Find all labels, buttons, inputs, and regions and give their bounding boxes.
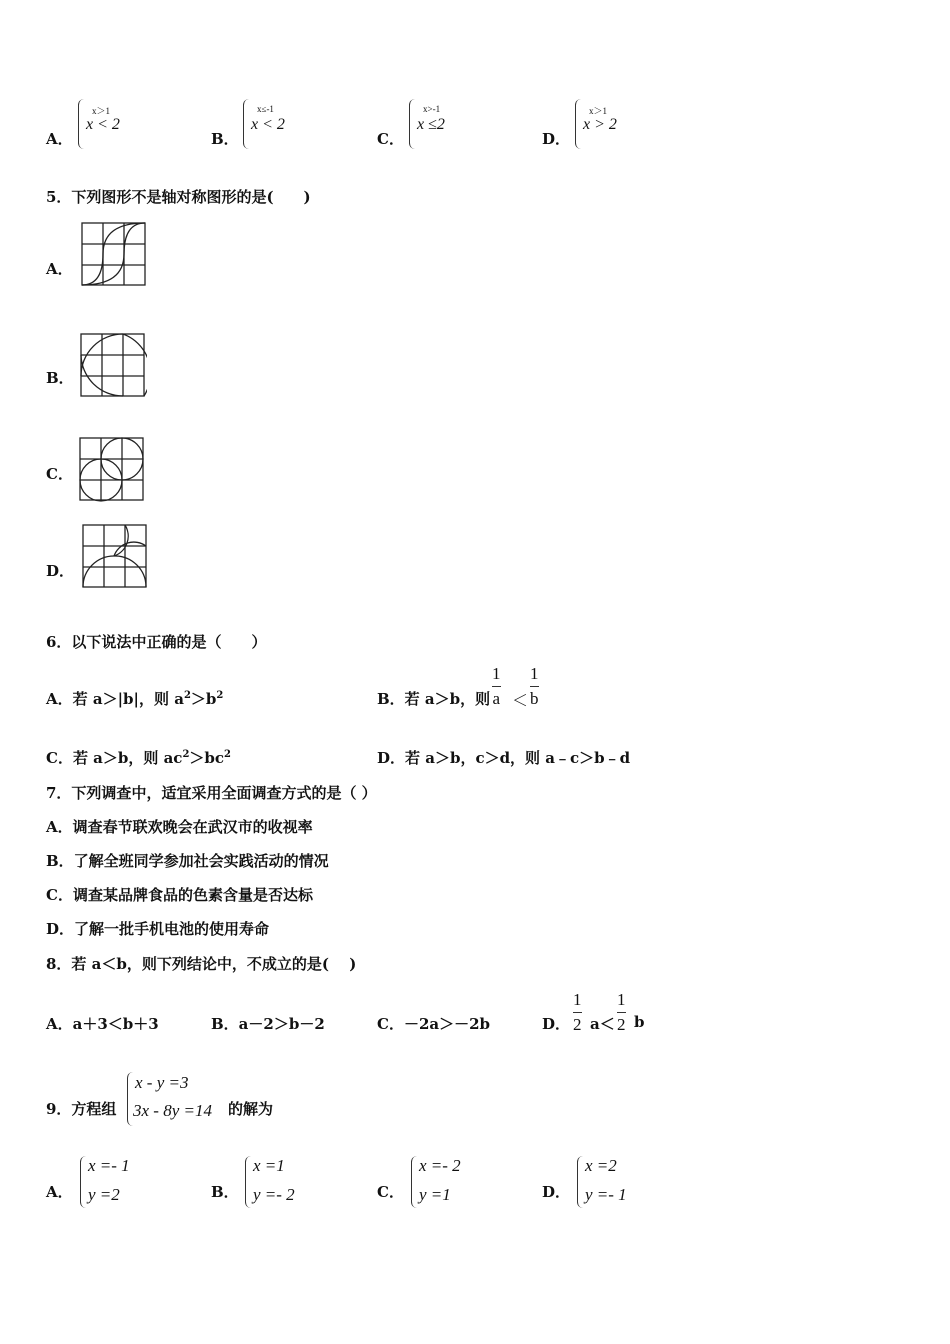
q6-option-d: D．若 a＞b，c＞d，则 a﹣c＞b﹣d — [377, 749, 631, 767]
q4-option-c-main: x ≤2 — [417, 116, 445, 133]
q8-option-d-a: a＜ — [590, 1015, 615, 1033]
q6-option-a-sup2: 2 — [216, 690, 224, 701]
q4-option-b-label: B． — [211, 130, 239, 148]
q4-option-b-top: x≤-1 — [257, 104, 274, 114]
q6-option-a-mid: ＞b — [190, 690, 217, 708]
q5-option-c-figure — [78, 436, 146, 502]
q9-option-d-label: D． — [542, 1183, 571, 1201]
q8-option-d-b: b — [634, 1013, 645, 1031]
q9-option-d-line2: y =- 1 — [585, 1185, 627, 1204]
q8-stem: 8．若 a＜b，则下列结论中，不成立的是( ) — [46, 955, 357, 973]
q8-option-d-frac2 — [617, 990, 626, 1035]
q6-option-c-mid: ＞bc — [189, 749, 225, 767]
q8-frac2-num: 1 — [617, 990, 626, 1009]
q6-option-a-prefix: A．若 a＞|b|，则 a — [46, 690, 184, 708]
q5-option-b-label: B． — [46, 369, 74, 387]
q8-frac2-den: 2 — [617, 1015, 626, 1034]
q8-option-a: A．a＋3＜b＋3 — [46, 1015, 159, 1033]
q9-option-a-label: A． — [46, 1183, 73, 1201]
q5-option-d-label: D． — [46, 562, 75, 580]
q9-option-b-line2: y =- 2 — [253, 1185, 295, 1204]
q9-suffix: 的解为 — [228, 1100, 274, 1118]
q9-eq2: 3x - 8y =14 — [133, 1101, 212, 1120]
q9-option-b-label: B． — [211, 1183, 239, 1201]
q9-option-b-brace — [245, 1156, 252, 1208]
q6-option-c-sup1: 2 — [182, 749, 190, 760]
q9-option-a-line1: x =- 1 — [88, 1156, 130, 1175]
q9-prefix: 9．方程组 — [46, 1100, 117, 1118]
q4-option-a-main: x < 2 — [86, 116, 120, 133]
q4-option-d-main: x > 2 — [583, 116, 617, 133]
q6-option-c-prefix: C．若 a＞b，则 ac — [46, 749, 183, 767]
q6-option-c — [46, 747, 231, 768]
q9-option-b-line1: x =1 — [253, 1156, 285, 1175]
q9-option-d-brace — [577, 1156, 584, 1208]
q6-option-a-sup1: 2 — [183, 690, 191, 701]
q4-option-c-brace — [409, 99, 416, 149]
q8-option-c: C．－2a＞－2b — [377, 1015, 491, 1033]
q9-option-c-line2: y =1 — [419, 1185, 451, 1204]
q9-option-a-brace — [80, 1156, 87, 1208]
q4-option-b-brace — [243, 99, 250, 149]
q6-option-a — [46, 688, 223, 709]
q9-option-a-line2: y =2 — [88, 1185, 120, 1204]
q9-eq1: x - y =3 — [135, 1073, 189, 1092]
q6-stem: 6．以下说法中正确的是（ ） — [46, 633, 267, 651]
q6-option-b-frac1 — [492, 664, 501, 709]
q4-option-a-label: A． — [46, 130, 73, 148]
q6-option-b-lt: ＜ — [512, 693, 529, 710]
q5-option-b-figure — [79, 332, 147, 398]
q4-option-d-brace — [575, 99, 582, 149]
q4-option-a-top: x＞1 — [92, 106, 111, 116]
q8-option-d-frac1 — [573, 990, 582, 1035]
q4-option-d-top: x＞1 — [589, 106, 608, 116]
q9-option-c-label: C． — [377, 1183, 404, 1201]
q6-option-b-prefix: B．若 a＞b，则 — [377, 690, 491, 708]
q8-option-b: B．a－2＞b－2 — [211, 1015, 325, 1033]
q7-stem: 7．下列调查中，适宜采用全面调查方式的是（ ） — [46, 784, 377, 802]
q6-option-b-frac2 — [530, 664, 539, 709]
q6-option-c-sup2: 2 — [224, 749, 232, 760]
q7-option-c: C．调查某品牌食品的色素含量是否达标 — [46, 886, 313, 904]
q5-option-a-figure — [80, 221, 148, 287]
q4-option-a-brace — [78, 99, 85, 149]
q5-option-c-label: C． — [46, 465, 73, 483]
q6-frac1-num: 1 — [492, 664, 501, 683]
q9-option-d-line1: x =2 — [585, 1156, 617, 1175]
q8-frac1-num: 1 — [573, 990, 582, 1009]
q6-frac2-den: b — [530, 689, 539, 708]
q6-frac2-num: 1 — [530, 664, 539, 683]
q4-option-b-main: x < 2 — [251, 116, 285, 133]
q5-option-a-label: A． — [46, 260, 73, 278]
q4-option-c-label: C． — [377, 130, 404, 148]
q7-option-a: A．调查春节联欢晚会在武汉市的收视率 — [46, 818, 313, 836]
q8-frac1-den: 2 — [573, 1015, 582, 1034]
q5-option-d-figure — [81, 523, 149, 589]
q4-option-c-top: x>-1 — [423, 104, 441, 114]
q7-option-d: D．了解一批手机电池的使用寿命 — [46, 920, 270, 938]
q6-frac1-den: a — [492, 689, 501, 708]
q8-option-d-label: D． — [542, 1015, 571, 1033]
q5-stem: 5．下列图形不是轴对称图形的是( ) — [46, 188, 311, 206]
q4-option-d-label: D． — [542, 130, 571, 148]
q9-option-c-brace — [411, 1156, 418, 1208]
q9-option-c-line1: x =- 2 — [419, 1156, 461, 1175]
q7-option-b: B．了解全班同学参加社会实践活动的情况 — [46, 852, 329, 870]
